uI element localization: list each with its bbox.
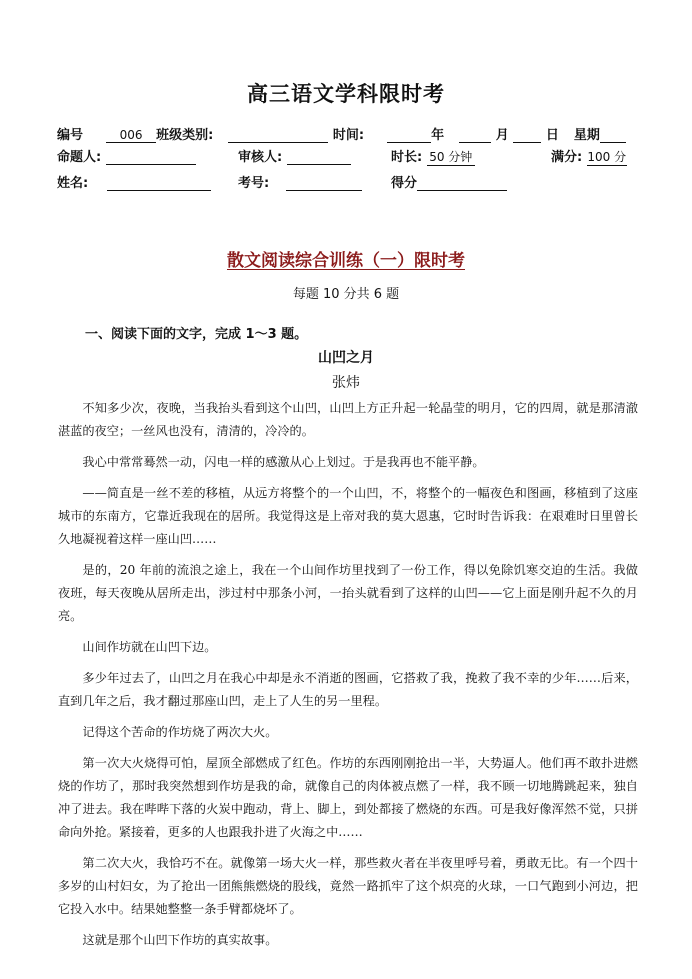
duration-label: 时长: [391, 150, 423, 165]
exam-no-blank[interactable] [286, 176, 362, 191]
essay-author: 张炜 [332, 375, 360, 391]
author-label: 命题人: [57, 150, 102, 165]
year-blank[interactable] [387, 128, 431, 143]
author-blank[interactable] [106, 150, 196, 165]
month-blank[interactable] [459, 128, 491, 143]
paragraph: 这就是那个山凹下作坊的真实故事。 [82, 933, 278, 947]
reviewer-group [238, 146, 351, 165]
year-label: 年 [431, 128, 445, 143]
day-blank[interactable] [513, 128, 541, 143]
exam-title: 高三语文学科限时考 [247, 82, 445, 106]
duration-value: 50 分钟 [427, 148, 475, 166]
header-row-1 [57, 124, 626, 143]
class-blank[interactable] [228, 128, 328, 143]
section-note: 每题 10 分共 6 题 [292, 287, 400, 302]
reviewer-label: 审核人: [238, 150, 283, 165]
day-label: 日 [545, 128, 559, 143]
essay-title: 山凹之月 [318, 350, 374, 366]
full-score-label: 满分: [551, 150, 583, 165]
exam-no-label: 考号: [238, 176, 270, 191]
exam-no-group [238, 172, 362, 191]
essay-body [58, 397, 638, 960]
question-heading: 一、阅读下面的文字，完成 1～3 题。 [85, 327, 308, 342]
full-score-group [551, 146, 627, 166]
name-blank[interactable] [107, 176, 211, 191]
time-label: 时间: [332, 128, 365, 143]
paragraph: 我心中常常蓦然一动，闪电一样的感激从心上划过。于是我再也不能平静。 [82, 455, 485, 469]
paragraph: 第一次大火烧得可怕，屋顶全部燃成了红色。作坊的东西刚刚抢出一半，大势逼人。他们再不敢扑进燃烧的作坊了，那时我突然想到作坊是我的命，就像自己的肉体被点燃了一样，我不顾一切地腾跳起来，独自冲了进去。我在哔哔下落的火炭中跑动，背上、脚上，到处都接了燃烧的东西。可是我好像浑然不觉，只拼命向外抢。紧接着，更多的人也跟我扑进了火海之中…… [58, 756, 638, 839]
number-value: 006 [106, 128, 156, 143]
score-blank[interactable] [417, 176, 507, 191]
name-label: 姓名: [57, 176, 89, 191]
section-subtitle: 散文阅读综合训练（一）限时考 [227, 251, 465, 271]
number-label: 编号 [57, 128, 84, 143]
full-score-value: 100 分 [587, 150, 627, 164]
duration-group [391, 146, 475, 166]
paragraph: 是的，20 年前的流浪之途上，我在一个山间作坊里找到了一份工作，得以免除饥寒交迫的生活。我做夜班，每天夜晚从居所走出，涉过村中那条小河，一抬头就看到了这样的山凹——它上面是刚升起不久的月亮。 [58, 563, 638, 623]
paragraph: 山间作坊就在山凹下边。 [82, 640, 217, 654]
paragraph: 不知多少次，夜晚，当我抬头看到这个山凹，山凹上方正升起一轮晶莹的明月，它的四周，就是那清澈湛蓝的夜空；一丝风也没有，清清的，冷冷的。 [58, 401, 638, 438]
weekday-blank[interactable] [600, 128, 626, 143]
paragraph: ——简直是一丝不差的移植，从远方将整个的一个山凹，不，将整个的一幅夜色和图画，移植到了这座城市的东南方，它靠近我现在的居所。我觉得这是上帝对我的莫大恩惠，它时时告诉我：在艰难时日里曾长久地凝视着这样一座山凹…… [58, 486, 638, 546]
score-group [391, 172, 507, 191]
name-group [57, 172, 211, 191]
paragraph: 记得这个苦命的作坊烧了两次大火。 [82, 725, 278, 739]
paragraph: 第二次大火，我恰巧不在。就像第一场大火一样，那些救火者在半夜里呼号着，勇敢无比。有一个四十多岁的山村妇女，为了抢出一团熊熊燃烧的股线，竟然一路抓牢了这个炽亮的火球，一口气跑到小河边，把它投入水中。结果她整整一条手臂都烧坏了。 [58, 856, 638, 916]
reviewer-blank[interactable] [287, 150, 351, 165]
class-label: 班级类别: [156, 128, 214, 143]
header-row-2 [57, 146, 196, 165]
score-label: 得分 [391, 176, 418, 191]
month-label: 月 [495, 128, 509, 143]
weekday-label: 星期 [573, 128, 600, 143]
paragraph: 多少年过去了，山凹之月在我心中却是永不消逝的图画，它搭救了我，挽救了我不幸的少年……后来，直到几年之后，我才翻过那座山凹，走上了人生的另一里程。 [58, 671, 638, 708]
